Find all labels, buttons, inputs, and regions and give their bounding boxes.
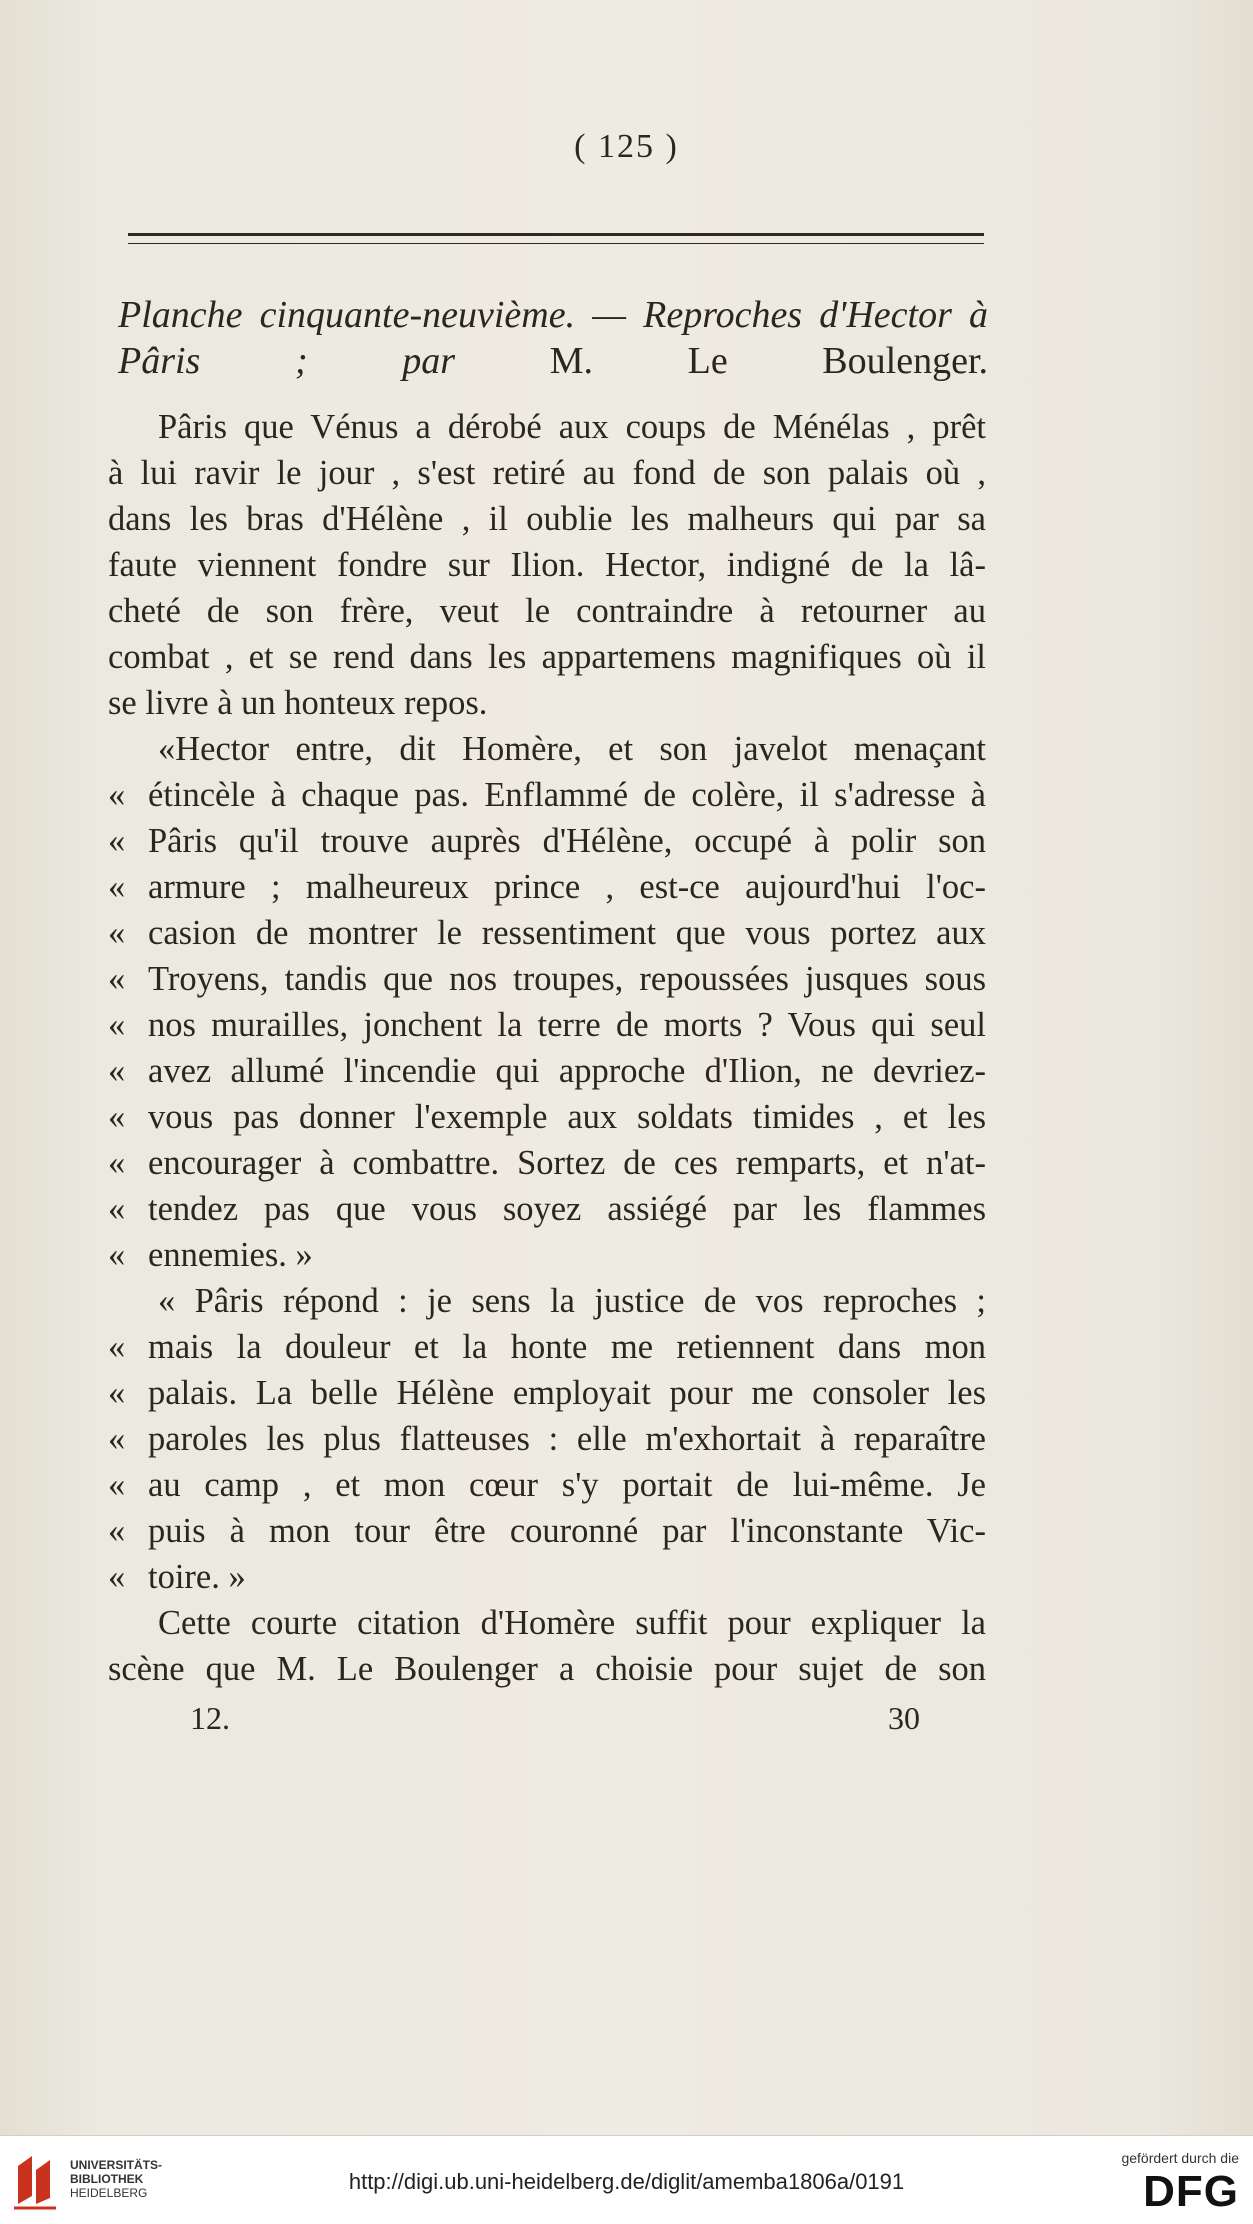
text-line: dans les bras d'Hélène , il oublie les malheurs qui par sa bbox=[108, 500, 986, 538]
quoted-line: « puis à mon tour être couronné par l'inconstante Vic- bbox=[108, 1508, 986, 1554]
heading-line-1: Planche cinquante-neuvième. — Reproches d'Hector à bbox=[118, 294, 988, 336]
quoted-line: « tendez pas que vous soyez assiégé par les flammes bbox=[108, 1186, 986, 1232]
quote-mark: « bbox=[108, 1420, 126, 1458]
quote-mark: « bbox=[108, 1512, 126, 1550]
header-rule-thin bbox=[128, 243, 984, 244]
quoted-line: « ennemies. » bbox=[108, 1232, 986, 1278]
quoted-line: « paroles les plus flatteuses : elle m'exhortait à reparaître bbox=[108, 1416, 986, 1462]
quote-mark: « bbox=[108, 1236, 126, 1274]
funding-note: gefördert durch die bbox=[1121, 2150, 1239, 2166]
quoted-line: « toire. » bbox=[108, 1554, 986, 1600]
quote-mark: « bbox=[108, 1466, 126, 1504]
text-line: cheté de son frère, veut le contraindre à retourner au bbox=[108, 592, 986, 630]
quoted-line: « nos murailles, jonchent la terre de morts ? Vous qui seul bbox=[108, 1002, 986, 1048]
quote-mark: « bbox=[108, 1328, 126, 1366]
text-line: scène que M. Le Boulenger a choisie pour sujet de son bbox=[108, 1650, 986, 1688]
quoted-line: « avez allumé l'incendie qui approche d'Ilion, ne devriez- bbox=[108, 1048, 986, 1094]
quoted-line: « mais la douleur et la honte me retiennent dans mon bbox=[108, 1324, 986, 1370]
quote-mark: « bbox=[108, 1374, 126, 1412]
quote-mark: « bbox=[108, 960, 126, 998]
text-line: combat , et se rend dans les appartemens magnifiques où il bbox=[108, 638, 986, 676]
quoted-line: « palais. La belle Hélène employait pour me consoler les bbox=[108, 1370, 986, 1416]
page-number: ( 125 ) bbox=[574, 128, 679, 165]
quote-mark: « bbox=[108, 1144, 126, 1182]
text-line: «Hector entre, dit Homère, et son javelot menaçant bbox=[158, 730, 986, 768]
text-line: Pâris que Vénus a dérobé aux coups de Ménélas , prêt bbox=[158, 408, 986, 446]
quote-mark: « bbox=[108, 868, 126, 906]
signature-mark: 12. bbox=[190, 1700, 230, 1736]
signature-number: 30 bbox=[888, 1700, 920, 1736]
text-line: « Pâris répond : je sens la justice de vos reproches ; bbox=[158, 1282, 986, 1320]
quote-mark: « bbox=[108, 1006, 126, 1044]
header-rule-thick bbox=[128, 233, 984, 236]
permalink-url[interactable]: http://digi.ub.uni-heidelberg.de/diglit/amemba1806a/0191 bbox=[348, 2169, 905, 2194]
quoted-line: « armure ; malheureux prince , est-ce aujourd'hui l'oc- bbox=[108, 864, 986, 910]
text-line: à lui ravir le jour , s'est retiré au fond de son palais où , bbox=[108, 454, 986, 492]
body-text bbox=[108, 404, 986, 1692]
quoted-line: « au camp , et mon cœur s'y portait de lui-même. Je bbox=[108, 1462, 986, 1508]
dfg-logo: DFG bbox=[1143, 2167, 1239, 2216]
quoted-line: « casion de montrer le ressentiment que vous portez aux bbox=[108, 910, 986, 956]
quote-mark: « bbox=[108, 776, 126, 814]
quoted-line: « vous pas donner l'exemple aux soldats timides , et les bbox=[108, 1094, 986, 1140]
quote-mark: « bbox=[108, 1190, 126, 1228]
quote-mark: « bbox=[108, 1558, 126, 1596]
quoted-line: « encourager à combattre. Sortez de ces remparts, et n'at- bbox=[108, 1140, 986, 1186]
heading-line-2: Pâris ; par M. Le Boulenger. bbox=[118, 340, 988, 382]
text-line: se livre à un honteux repos. bbox=[108, 684, 488, 722]
heading-author: M. Le Boulenger. bbox=[549, 340, 988, 382]
quote-mark: « bbox=[108, 822, 126, 860]
quoted-line: « Pâris qu'il trouve auprès d'Hélène, occupé à polir son bbox=[108, 818, 986, 864]
quoted-line: « étincèle à chaque pas. Enflammé de colère, il s'adresse à bbox=[108, 772, 986, 818]
quote-mark: « bbox=[108, 914, 126, 952]
quote-mark: « bbox=[108, 1052, 126, 1090]
text-line: faute viennent fondre sur Ilion. Hector, indigné de la lâ- bbox=[108, 546, 986, 584]
text-line: Cette courte citation d'Homère suffit pour expliquer la bbox=[158, 1604, 986, 1642]
quoted-line: « Troyens, tandis que nos troupes, repoussées jusques sous bbox=[108, 956, 986, 1002]
library-name: UNIVERSITÄTS- BIBLIOTHEK HEIDELBERG bbox=[70, 2158, 163, 2200]
quote-mark: « bbox=[108, 1098, 126, 1136]
plate-heading bbox=[118, 290, 988, 382]
digitization-footer bbox=[0, 2135, 1253, 2224]
